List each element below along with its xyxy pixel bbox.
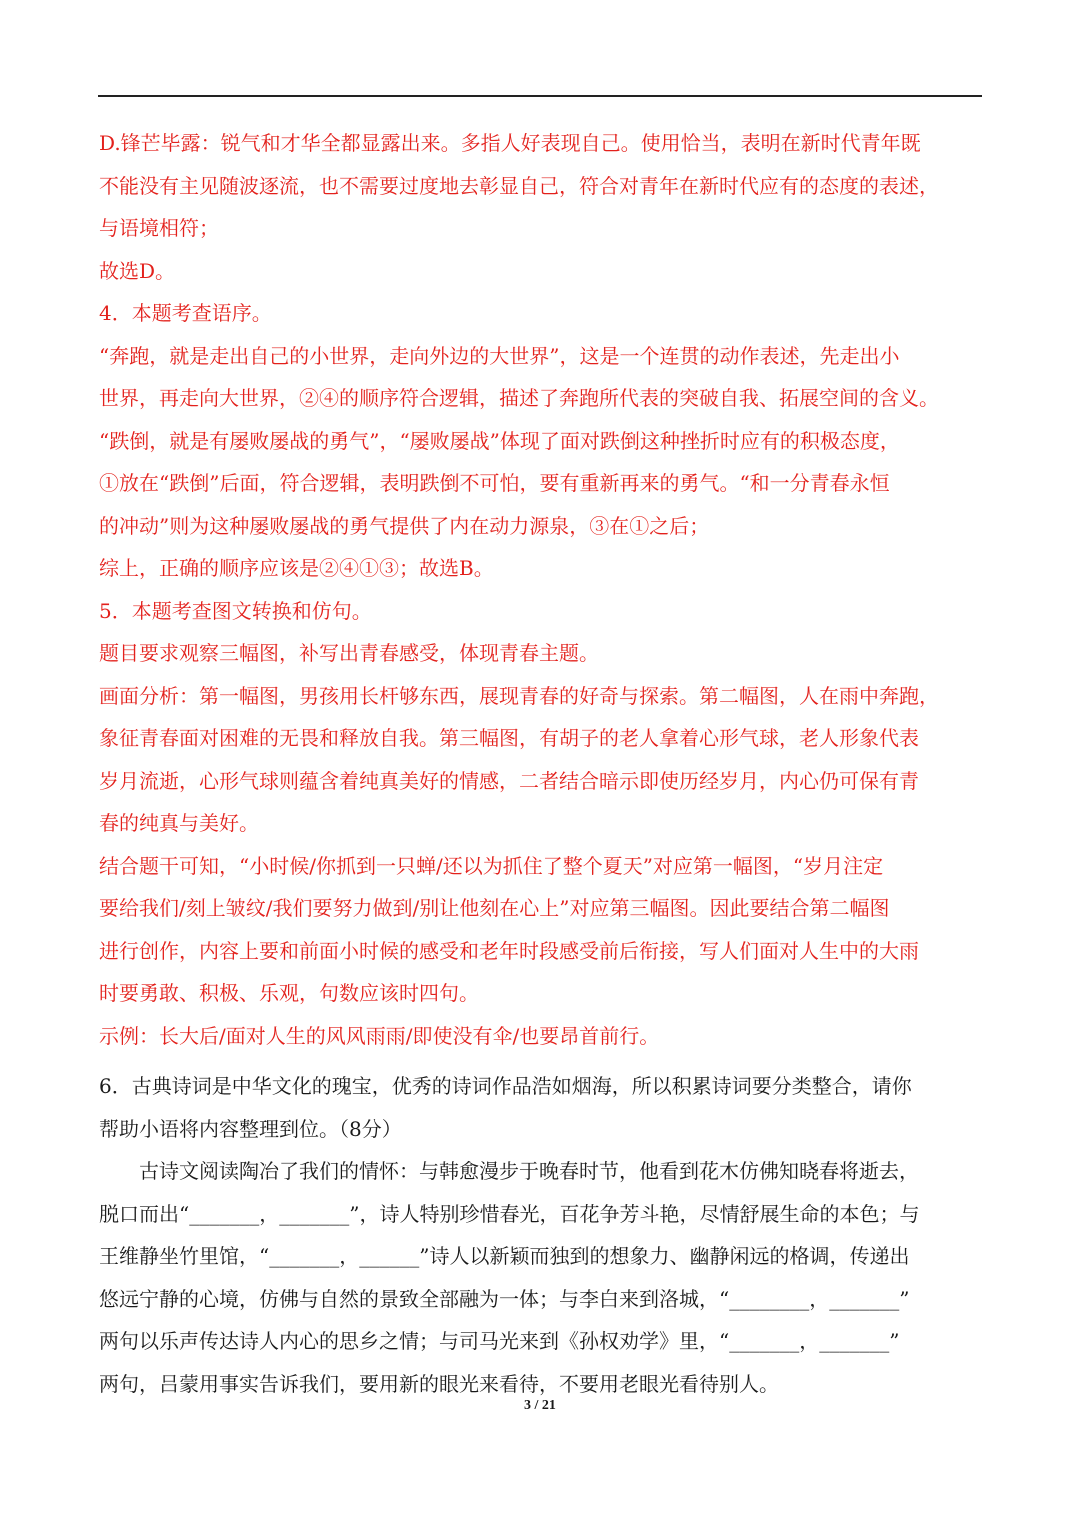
page-number: 3 / 21 <box>524 1398 556 1413</box>
question-text-line: 两句，吕蒙用事实告诉我们，要用新的眼光来看待，不要用老眼光看待别人。 <box>99 1371 779 1396</box>
answer-text-line: 与语境相符； <box>99 216 219 240</box>
answer-text-line: 进行创作，内容上要和前面小时候的感受和老年时段感受前后衔接，写人们面对人生中的大雨 <box>99 938 919 963</box>
answer-text-line: 综上，正确的顺序应该是②④①③；故选B。 <box>99 556 494 580</box>
answer-text-line: 时要勇敢、积极、乐观，句数应该时四句。 <box>99 981 479 1005</box>
answer-text-line: 世界，再走向大世界，②④的顺序符合逻辑，描述了奔跑所代表的突破自我、拓展空间的含义。 <box>99 386 939 410</box>
answer-text-line: 的冲动”则为这种屡败屡战的勇气提供了内在动力源泉，③在①之后； <box>99 513 710 538</box>
answer-text-line: 4．本题考查语序。 <box>99 301 272 325</box>
answer-text-line: “跌倒，就是有屡败屡战的勇气”，“屡败屡战”体现了面对跌倒这种挫折时应有的积极态度， <box>99 428 900 453</box>
answer-text-line: 故选D。 <box>99 258 176 283</box>
question-text-line: 王维静坐竹里馆，“_______，______”诗人以新颖而独到的想象力、幽静闲远的格调，传递出 <box>99 1244 910 1268</box>
header-rule <box>98 95 982 97</box>
answer-text-line: 岁月流逝，心形气球则蕴含着纯真美好的情感，二者结合暗示即使历经岁月，内心仍可保有青 <box>99 768 919 793</box>
question-text-line: 帮助小语将内容整理到位。（8分） <box>99 1116 402 1141</box>
answer-text-line: 要给我们/刻上皱纹/我们要努力做到/别让他刻在心上”对应第三幅图。因此要结合第二幅图 <box>99 896 890 920</box>
answer-text-line: 结合题干可知，“小时候/你抓到一只蝉/还以为抓住了整个夏天”对应第一幅图，“岁月注定 <box>99 853 884 878</box>
answer-text-line: 题目要求观察三幅图，补写出青春感受，体现青春主题。 <box>99 641 599 665</box>
question-text-line: 古诗文阅读陶冶了我们的情怀：与韩愈漫步于晚春时节，他看到花木仿佛知晓春将逝去， <box>139 1159 919 1183</box>
answer-text-line: ①放在“跌倒”后面，符合逻辑，表明跌倒不可怕，要有重新再来的勇气。“和一分青春永恒 <box>99 471 890 495</box>
answer-text-line: “奔跑，就是走出自己的小世界，走向外边的大世界”，这是一个连贯的动作表述，先走出小 <box>99 343 900 368</box>
answer-text-line: 画面分析：第一幅图，男孩用长杆够东西，展现青春的好奇与探索。第二幅图，人在雨中奔跑， <box>99 683 939 708</box>
question-text-line: 悠远宁静的心境，仿佛与自然的景致全部融为一体；与李白来到洛城，“________，_______” <box>99 1286 910 1311</box>
answer-text-line: 5．本题考查图文转换和仿句。 <box>99 598 372 623</box>
answer-text-line: D.锋芒毕露：锐气和才华全都显露出来。多指人好表现自己。使用恰当，表明在新时代青年既 <box>99 131 921 155</box>
answer-text-line: 春的纯真与美好。 <box>99 811 259 835</box>
paragraph-gap <box>99 1057 983 1065</box>
answer-text-line: 示例：长大后/面对人生的风风雨雨/即使没有伞/也要昂首前行。 <box>99 1023 660 1048</box>
document-body <box>99 122 983 1405</box>
question-text-line: 6．古典诗词是中华文化的瑰宝，优秀的诗词作品浩如烟海，所以积累诗词要分类整合，请你 <box>99 1074 912 1098</box>
answer-text-line: 不能没有主见随波逐流，也不需要过度地去彰显自己，符合对青年在新时代应有的态度的表述， <box>99 173 939 198</box>
question-text-line: 两句以乐声传达诗人内心的思乡之情；与司马光来到《孙权劝学》里，“_______，_______” <box>99 1329 900 1353</box>
question-text-line: 脱口而出“_______，_______”，诗人特别珍惜春光，百花争芳斗艳，尽情舒展生命的本色；与 <box>99 1201 920 1226</box>
answer-text-line: 象征青春面对困难的无畏和释放自我。第三幅图，有胡子的老人拿着心形气球，老人形象代表 <box>99 726 919 750</box>
